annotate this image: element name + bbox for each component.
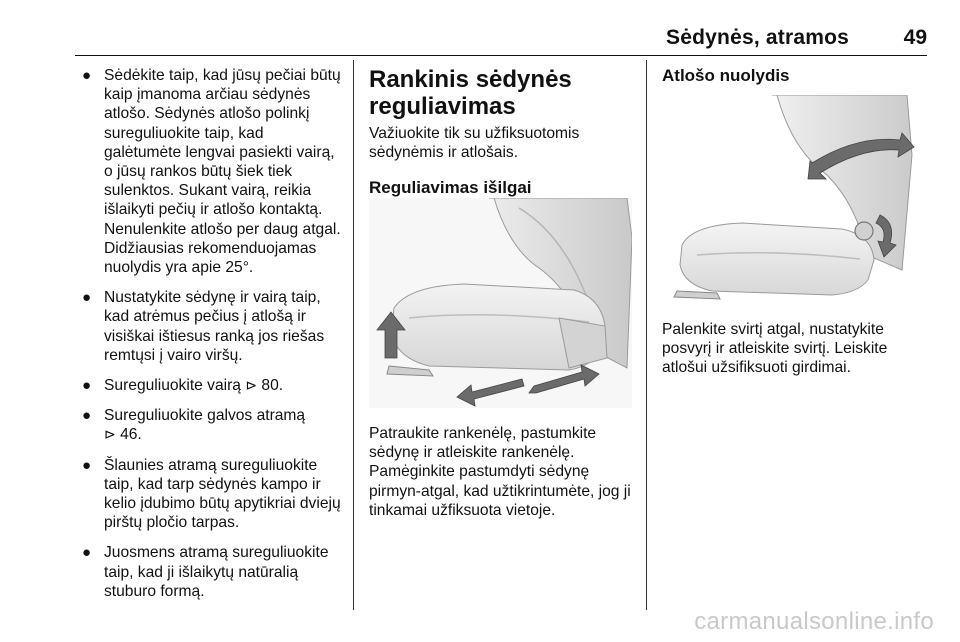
page-link-46[interactable]: 46.: [120, 426, 142, 444]
cross-reference-icon: ⊳: [245, 377, 258, 394]
subheading-longitudinal: Reguliavimas išilgai: [369, 178, 532, 198]
column-2-caption: [369, 424, 634, 520]
header-rule: [75, 55, 927, 56]
page-header: [75, 20, 927, 48]
backrest-caption: Palenkite svirtį atgal, nustatykite posvyrį ir atleiskite svirtį. Leiskite atlošui užsifiksuoti girdimai.: [662, 321, 888, 377]
list-item: ● Nustatykite sėdynę ir vairą taip, kad atrėmus pečius į atlošą ir visiškai ištiesus ranką jos riešas remtųsi į vairo viršų.: [82, 289, 325, 364]
instruction-list: [80, 66, 342, 601]
watermark: carmanualsonline.info: [694, 608, 934, 635]
subheading-backrest-tilt: Atlošo nuolydis: [662, 66, 790, 85]
intro-text: Važiuokite tik su užfiksuotomis sėdynėmis ir atlošais.: [369, 125, 580, 162]
column-1: [80, 66, 342, 612]
seat-drawing: [369, 198, 632, 408]
section-title: Sėdynės, atramos: [666, 26, 849, 49]
column-3: [662, 66, 927, 86]
backrest-tilt-illustration: [662, 95, 925, 305]
list-item: ● Sureguliuokite vairą ⊳ 80.: [82, 377, 284, 395]
page-link-80[interactable]: 80.: [261, 377, 284, 395]
cross-reference-icon: ⊳: [104, 426, 116, 443]
seat-longitudinal-illustration: [369, 198, 632, 408]
column-divider-2: [646, 60, 647, 610]
list-item: ● Sureguliuokite galvos atramą ⊳ 46.: [82, 407, 306, 444]
section-heading: Rankinis sėdynės reguliavimas: [369, 66, 572, 120]
column-divider-1: [353, 60, 354, 610]
column-2: [369, 66, 634, 198]
column-3-caption: [662, 320, 927, 378]
list-item: ● Sėdėkite taip, kad jūsų pečiai būtų kaip įmanoma arčiau sėdynės atlošo. Sėdynės atlošo polinkį sureguliuokite taip, kad galėtumėte lengvai pasiekti vairą, o jūsų rankos būtų šiek tiek sulenktos. Sukant vairą, reikia išlaikyti pečių ir atlošo kontaktą. Nenulenkite atlošo per daug atgal. Didžiausias rekomenduojamas nuolydis yra apie 25°.: [82, 67, 341, 277]
longitudinal-caption: Patraukite rankenėlę, pastumkite sėdynę ir atleiskite rankenėlę. Pamėginkite pastumdyti sėdynę pirmyn-atgal, kad užtikrintumėte, jog ji tinkamai užfiksuota vietoje.: [369, 425, 631, 519]
list-item: ● Šlaunies atramą sureguliuokite taip, kad tarp sėdynės kampo ir kelio įdubimo būtų apytikriai dviejų pirštų pločio tarpas.: [82, 456, 341, 532]
list-item: ● Juosmens atramą sureguliuokite taip, kad ji išlaikytų natūralią stuburo formą.: [82, 544, 329, 600]
page-number: 49: [903, 26, 927, 49]
backrest-drawing: [662, 95, 925, 305]
